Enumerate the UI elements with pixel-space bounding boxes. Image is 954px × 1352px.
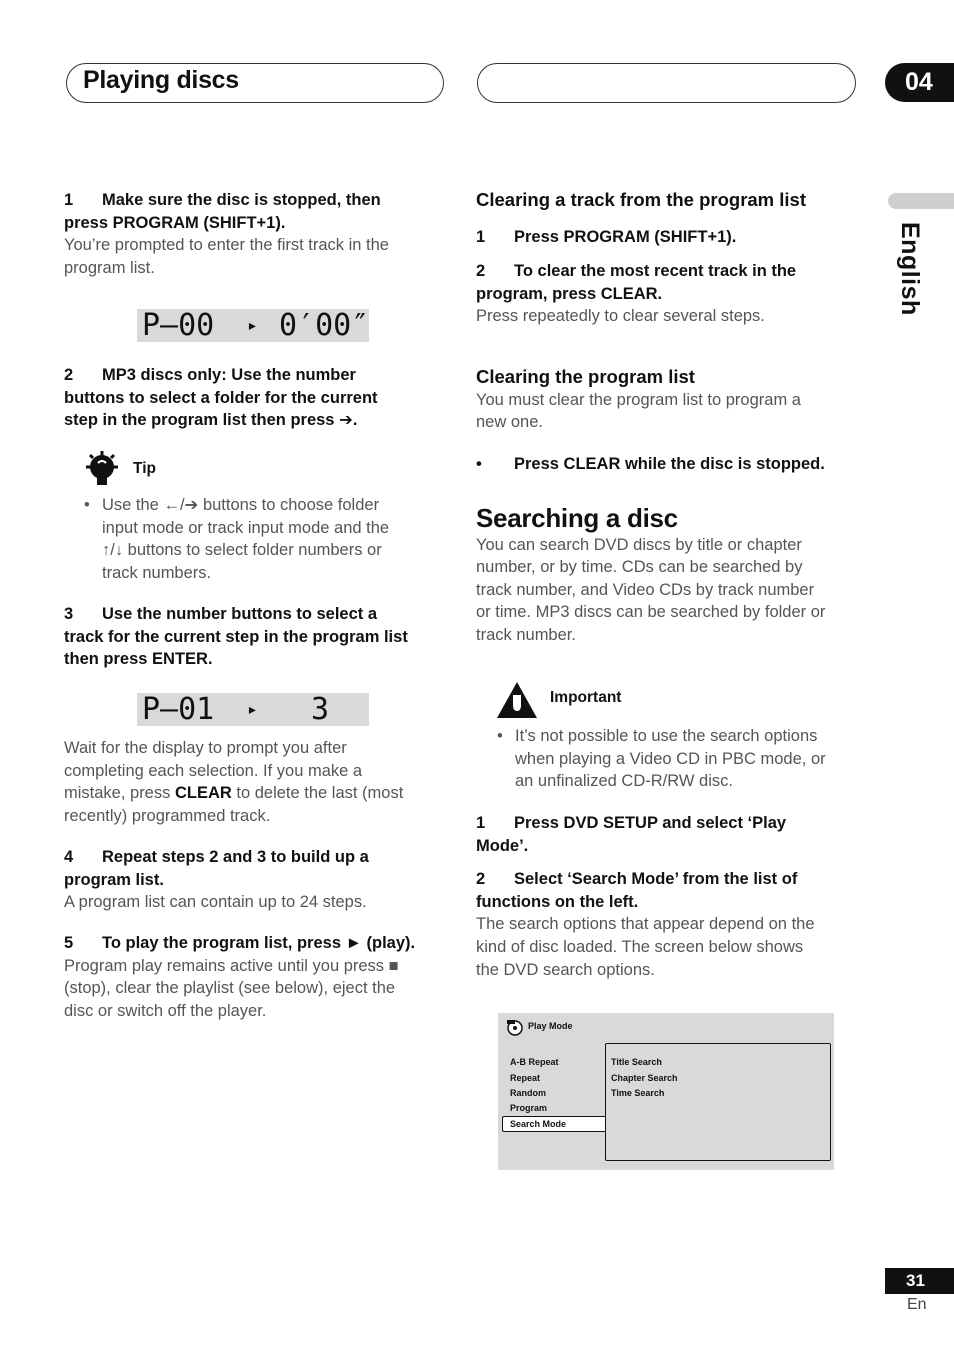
clear-list-heading: Clearing the program list — [476, 366, 695, 387]
lcd-track: 3 — [311, 692, 330, 727]
left-column — [64, 189, 444, 279]
step-1-body: You’re prompted to enter the first track in the — [64, 236, 389, 255]
osd-play-mode-screen — [498, 1013, 834, 1170]
important-label: Important — [550, 689, 622, 706]
step-1-heading-cont: press PROGRAM (SHIFT+1). — [64, 213, 286, 232]
step-1-body-cont: program list. — [64, 258, 155, 277]
left-step-5: 5 To play the program list, press ► (play). Program play remains active until you press ■ (stop), clear the playlist (see below), eject the disc or switch off the player. — [64, 934, 416, 1020]
left-step-2: 2 MP3 discs only: Use the number buttons to select a folder for the current step in the program list then press ➔. — [64, 366, 378, 430]
lcd-program-step: P–01 — [142, 692, 215, 727]
lcd-display-1 — [137, 309, 369, 342]
left-step-3: 3 Use the number buttons to select a track for the current step in the program list then press ENTER. — [64, 605, 408, 669]
tip-bullet: • Use the ←/➔ buttons to choose folder input mode or track input mode and the ↑/↓ buttons to select folder numbers or track numbers. — [84, 496, 390, 582]
osd-search-option[interactable]: Title Search — [611, 1057, 662, 1067]
search-heading: Searching a disc — [476, 503, 678, 533]
osd-menu-item[interactable]: Repeat — [510, 1073, 541, 1083]
right-search: Searching a disc You can search DVD discs by title or chapter number, or by time. CDs can be searched by track number, and Video CDs by track number or time. MP3 discs can be searched by folder or track number. — [476, 507, 866, 647]
page-number: 31 — [885, 1268, 954, 1294]
chapter-badge: 04 — [885, 63, 954, 102]
lcd-program-step: P–00 — [142, 308, 215, 343]
lcd-play-indicator: ▸ — [247, 699, 258, 720]
right-clear-track: Clearing a track from the program list 1 Press PROGRAM (SHIFT+1). 2 To clear the most recent track in the program, press CLEAR. Press repeatedly to clear several steps. — [476, 189, 856, 328]
osd-menu-item-selected[interactable]: Search Mode — [502, 1116, 606, 1132]
lightbulb-icon — [83, 450, 121, 488]
osd-title: Play Mode — [528, 1021, 573, 1031]
clear-track-heading: Clearing a track from the program list — [476, 189, 807, 210]
osd-search-option[interactable]: Time Search — [611, 1088, 665, 1098]
lcd-time: 0′00″ — [279, 308, 370, 343]
language-tab — [888, 193, 954, 209]
osd-search-option[interactable]: Chapter Search — [611, 1073, 678, 1083]
right-clear-list: Clearing the program list You must clear the program list to program a new one. • Press CLEAR while the disc is stopped. — [476, 366, 856, 475]
lcd-display-2 — [137, 693, 369, 726]
language-label: English — [896, 222, 924, 316]
osd-menu-item[interactable]: Random — [510, 1088, 546, 1098]
right-search-steps: 1 Press DVD SETUP and select ‘Play Mode’. 2 Select ‘Search Mode’ from the list of functions on the left. The search options that appear depend on the kind of disc loaded. The screen below shows the DVD search options. — [476, 814, 815, 979]
left-wait-text: Wait for the display to prompt you after completing each selection. If you make a mistake, press CLEAR to delete the last (most recently) programmed track. — [64, 739, 404, 825]
osd-menu-item[interactable]: Program — [510, 1103, 548, 1113]
language-code: En — [907, 1296, 927, 1313]
section-title: Playing discs — [83, 66, 239, 94]
tip-label: Tip — [133, 460, 156, 477]
lcd-play-indicator: ▸ — [247, 315, 258, 336]
left-step-4: 4 Repeat steps 2 and 3 to build up a program list. A program list can contain up to 24 steps. — [64, 848, 369, 912]
step-1-heading: 1 Make sure the disc is stopped, then — [64, 191, 381, 209]
important-bullet: • It’s not possible to use the search options when playing a Video CD in PBC mode, or an unfinalized CD-R/RW disc. — [497, 727, 826, 791]
disc-icon — [506, 1018, 524, 1036]
header-blank-frame — [477, 63, 856, 103]
osd-menu-item[interactable]: A-B Repeat — [510, 1057, 559, 1067]
warning-icon — [496, 681, 538, 719]
